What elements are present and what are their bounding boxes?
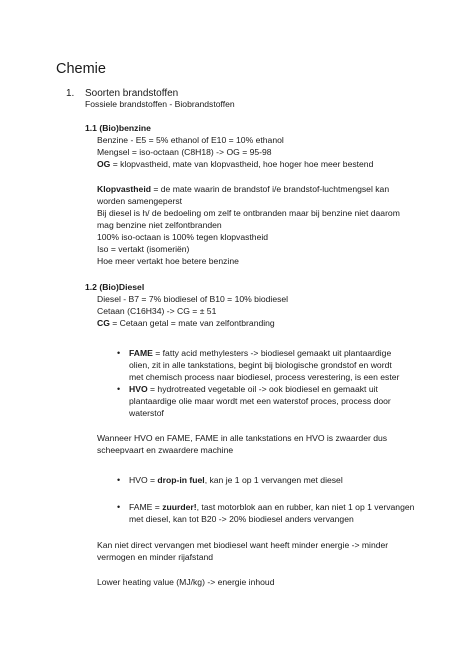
- fame-zuurder-term: zuurder!: [162, 502, 197, 512]
- cetaan-line: Cetaan (C16H34) -> CG = ± 51: [97, 306, 217, 316]
- section-number: 1.: [66, 88, 75, 99]
- vertakt-line: Hoe meer vertakt hoe betere benzine: [97, 256, 239, 266]
- fame-definition: = fatty acid methylesters -> biodiesel gemaakt uit plantaardige: [152, 348, 392, 358]
- fame-line-2: olien, zit in alle tankstations, begint bij biologische grondstof en wordt: [129, 360, 392, 370]
- fame-zuurder-line: [129, 502, 414, 513]
- fame-zuurder-prefix: FAME =: [129, 502, 163, 512]
- hvo-line: [129, 384, 378, 395]
- fame-term: FAME: [129, 348, 153, 358]
- cg-term: CG: [97, 318, 110, 328]
- cg-definition: = Cetaan getal = mate van zelfontbranding: [109, 318, 275, 328]
- og-definition: = klopvastheid, mate van klopvastheid, hoe hoger hoe meer bestend: [110, 159, 374, 169]
- iso-octaan-line: 100% iso-octaan is 100% tegen klopvastheid: [97, 232, 269, 242]
- biodiesel-energie-line: Kan niet direct vervangen met biodiesel want heeft minder energie -> minder: [97, 540, 389, 550]
- diesel-zelfontbranden-line: Bij diesel is h/ de bedoeling om zelf te ontbranden maar bij benzine niet daarom: [97, 208, 400, 218]
- klopvastheid-continuation: worden samengeperst: [97, 196, 183, 206]
- wanneer-continuation: scheepvaart en zwaardere machine: [97, 445, 234, 455]
- bullet-hvo-dropin: •: [117, 475, 121, 485]
- document-title: Chemie: [56, 61, 106, 77]
- hvo-term: HVO: [129, 384, 148, 394]
- klopvastheid-definition: = de mate waarin de brandstof i/e brandstof-luchtmengsel kan: [150, 184, 390, 194]
- hvo-line-2: plantaardige olie maar wordt met een waterstof proces, process door: [129, 396, 391, 406]
- benzine-line: Benzine - E5 = 5% ethanol of E10 = 10% ethanol: [97, 135, 284, 145]
- bullet-fame-zuurder: •: [117, 502, 121, 512]
- bullet-hvo: •: [117, 384, 121, 394]
- mengsel-line: Mengsel = iso-octaan (C8H18) -> OG = 95-98: [97, 147, 272, 157]
- fame-line: [129, 348, 391, 359]
- cg-line: [97, 318, 275, 329]
- subsection-heading-benzine: 1.1 (Bio)benzine: [85, 123, 151, 133]
- section-heading: Soorten brandstoffen: [85, 88, 179, 99]
- fame-zuurder-continuation: met diesel, kan tot B20 -> 20% biodiesel anders vervangen: [129, 514, 354, 524]
- diesel-line: Diesel - B7 = 7% biodiesel of B10 = 10% biodiesel: [97, 294, 289, 304]
- section-subline: Fossiele brandstoffen - Biobrandstoffen: [85, 99, 235, 109]
- klopvastheid-term: Klopvastheid: [97, 184, 151, 194]
- lower-heating-value-line: Lower heating value (MJ/kg) -> energie inhoud: [97, 577, 275, 587]
- hvo-line-3: waterstof: [129, 408, 164, 418]
- hvo-definition: = hydrotreated vegetable oil -> ook biodiesel en gemaakt uit: [147, 384, 378, 394]
- hvo-dropin-prefix: HVO =: [129, 475, 158, 485]
- fame-zuurder-rest: , tast motorblok aan en rubber, kan niet 1 op 1 vervangen: [196, 502, 415, 512]
- isomeer-line: Iso = vertakt (isomeriën): [97, 244, 190, 254]
- og-term: OG: [97, 159, 111, 169]
- hvo-dropin-line: [129, 475, 343, 486]
- subsection-heading-diesel: 1.2 (Bio)Diesel: [85, 282, 145, 292]
- hvo-dropin-rest: , kan je 1 op 1 vervangen met diesel: [204, 475, 343, 485]
- og-line: [97, 159, 373, 170]
- hvo-dropin-term: drop-in fuel: [157, 475, 205, 485]
- wanneer-line: Wanneer HVO en FAME, FAME in alle tankstations en HVO is zwaarder dus: [97, 433, 388, 443]
- biodiesel-energie-continuation: vermogen en minder rijafstand: [97, 552, 214, 562]
- fame-line-3: met chemisch process naar biodiesel, process verestering, is een ester: [129, 372, 400, 382]
- klopvastheid-line: [97, 184, 389, 195]
- bullet-fame: •: [117, 348, 121, 358]
- diesel-zelfontbranden-continuation: mag benzine niet zelfontbranden: [97, 220, 222, 230]
